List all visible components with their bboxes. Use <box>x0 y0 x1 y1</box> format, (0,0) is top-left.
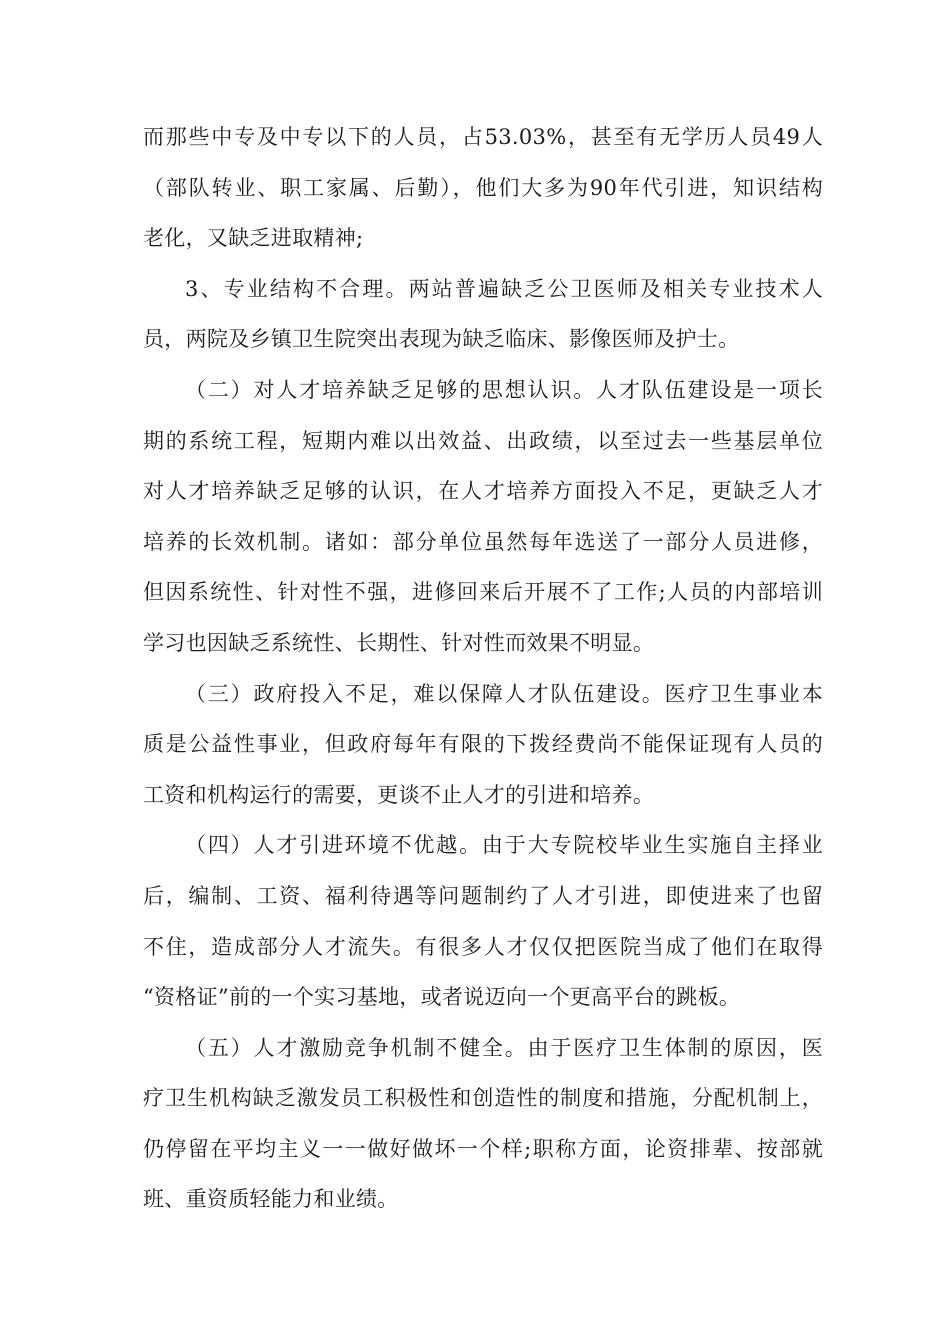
text-line: 学习也因缺乏系统性、长期性、针对性而效果不明显。 <box>143 630 655 655</box>
text-line: “资格证”前的一个实习基地，或者说迈向一个更高平台的跳板。 <box>143 985 741 1010</box>
text-line: （四）人才引进环境不优越。由于大专院校毕业生实施自主择业 <box>185 833 823 858</box>
text-line: （部队转业、职工家属、后勤），他们大多为90年代引进，知识结构 <box>143 175 823 200</box>
text-line: 老化，又缺乏进取精神; <box>143 226 364 251</box>
text-line: 而那些中专及中专以下的人员，占53.03%，甚至有无学历人员49人 <box>143 125 823 149</box>
paragraph-training-awareness <box>143 365 823 669</box>
text-line: 疗卫生机构缺乏激发员工积极性和创造性的制度和措施，分配机制上， <box>143 1086 823 1111</box>
text-line: 不住，造成部分人才流失。有很多人才仅仅把医院当成了他们在取得 <box>143 934 823 959</box>
text-line: 但因系统性、针对性不强，进修回来后开展不了工作;人员的内部培训 <box>143 580 823 605</box>
paragraph-professional-structure <box>143 264 823 365</box>
document-body <box>143 112 823 1225</box>
text-line: （二）对人才培养缺乏足够的思想认识。人才队伍建设是一项长 <box>185 377 823 402</box>
paragraph-government-investment <box>143 669 823 821</box>
text-line: 质是公益性事业，但政府每年有限的下拨经费尚不能保证现有人员的 <box>143 732 823 757</box>
text-line: 对人才培养缺乏足够的认识，在人才培养方面投入不足，更缺乏人才 <box>143 479 823 504</box>
text-line: 期的系统工程，短期内难以出效益、出政绩，以至过去一些基层单位 <box>143 428 823 453</box>
text-line: 员，两院及乡镇卫生院突出表现为缺乏临床、影像医师及护士。 <box>143 327 740 352</box>
text-line: 班、重资质轻能力和业绩。 <box>143 1187 399 1212</box>
text-line: 后，编制、工资、福利待遇等问题制约了人才引进，即使进来了也留 <box>143 883 823 908</box>
text-line: 3、专业结构不合理。两站普遍缺乏公卫医师及相关专业技术人 <box>185 276 823 301</box>
paragraph-education-structure <box>143 112 823 264</box>
text-line: 培养的长效机制。诸如：部分单位虽然每年选送了一部分人员进修， <box>143 529 823 554</box>
text-line: （五）人才激励竞争机制不健全。由于医疗卫生体制的原因，医 <box>185 1035 823 1060</box>
text-line: 仍停留在平均主义一一做好做坏一个样;职称方面，论资排辈、按部就 <box>143 1136 823 1161</box>
paragraph-recruitment-environment <box>143 820 823 1022</box>
text-line: 工资和机构运行的需要，更谈不止人才的引进和培养。 <box>143 782 655 807</box>
text-line: （三）政府投入不足，难以保障人才队伍建设。医疗卫生事业本 <box>185 681 823 706</box>
paragraph-incentive-mechanism <box>143 1023 823 1225</box>
